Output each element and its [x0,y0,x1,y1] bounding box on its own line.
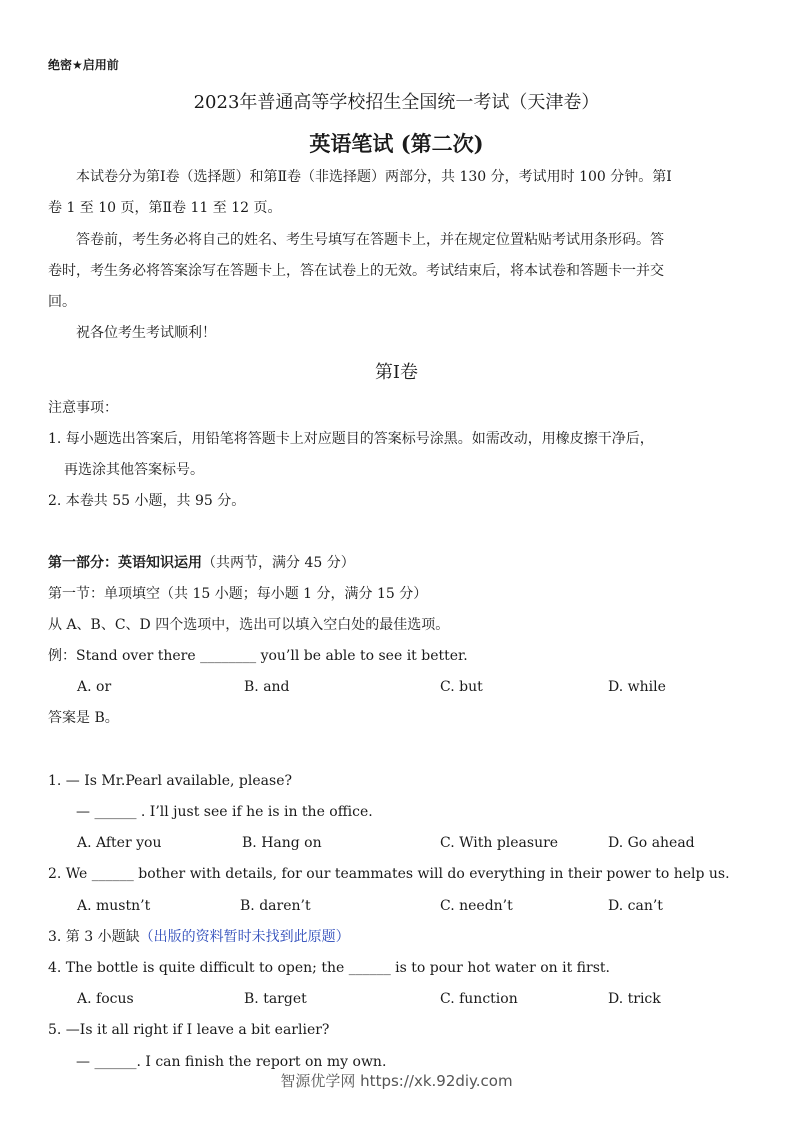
intro-paragraph-2b: 卷时，考生务必将答案涂写在答题卡上，答在试卷上的无效。考试结束后，将本试卷和答题卡一并交 [48,263,664,279]
part-1-title-rest: （共两节，满分 45 分） [202,555,355,571]
paper-title: 英语笔试 (第二次) [309,131,484,156]
q4-option-b: B. target [244,991,307,1007]
q2-option-a: A. mustn’t [77,898,151,914]
note-1a: 1. 每小题选出答案后，用铅笔将答题卡上对应题目的答案标号涂黑。如需改动，用橡皮擦干净后， [48,431,654,447]
part-1-title [48,548,355,579]
q4-option-a: A. focus [77,991,134,1007]
q2-option-c: C. needn’t [440,898,513,914]
q4-option-c: C. function [440,991,518,1007]
example-option-b: B. and [244,679,290,695]
intro-paragraph-1a: 本试卷分为第Ⅰ卷（选择题）和第Ⅱ卷（非选择题）两部分，共 130 分，考试用时 100 分钟。第Ⅰ [76,169,672,185]
notes-label: 注意事项： [48,400,118,416]
footer-watermark: 智源优学网 https://xk.92diy.com [280,1072,513,1090]
q5-line-1: 5. —Is it all right if I leave a bit earlier? [48,1022,330,1038]
example-question: 例：Stand over there ________ you’ll be able to see it better. [48,648,468,664]
q2-option-d: D. can’t [608,898,663,914]
section-1-heading: 第一节：单项填空（共 15 小题；每小题 1 分，满分 15 分） [48,586,428,602]
q1-option-d: D. Go ahead [608,835,695,851]
q2-stem: 2. We ______ bother with details, for our teammates will do everything in their power to help us. [48,866,730,882]
intro-paragraph-2c: 回。 [48,294,76,310]
example-option-d: D. while [608,679,666,695]
example-answer: 答案是 B。 [48,710,119,726]
q1-line-1: 1. — Is Mr.Pearl available, please? [48,773,292,789]
good-luck-line: 祝各位考生考试顺利！ [76,325,216,341]
intro-paragraph-1b: 卷 1 至 10 页，第Ⅱ卷 11 至 12 页。 [48,200,282,216]
note-2: 2. 本卷共 55 小题，共 95 分。 [48,493,246,509]
q3-text: 3. 第 3 小题缺 [48,929,140,945]
intro-paragraph-2a: 答卷前，考生务必将自己的姓名、考生号填写在答题卡上，并在规定位置粘贴考试用条形码。答 [76,232,664,248]
instruction: 从 A、B、C、D 四个选项中，选出可以填入空白处的最佳选项。 [48,617,450,633]
example-option-c: C. but [440,679,483,695]
part-1-title-bold: 第一部分：英语知识运用 [48,555,202,571]
q2-option-b: B. daren’t [240,898,311,914]
q1-option-c: C. With pleasure [440,835,559,851]
q4-option-d: D. trick [608,991,661,1007]
confidential-label: 绝密★启用前 [48,58,119,72]
example-option-a: A. or [77,679,112,695]
volume-1-heading: 第Ⅰ卷 [374,362,419,383]
q5-line-2: — ______. I can finish the report on my own. [76,1054,387,1070]
q4-stem: 4. The bottle is quite difficult to open; the ______ is to pour hot water on it first. [48,960,610,976]
q1-line-2: — ______ . I’ll just see if he is in the office. [76,804,373,820]
exam-title: 2023年普通高等学校招生全国统一考试（天津卷） [193,92,600,113]
q3-line [48,922,350,953]
note-1b: 再选涂其他答案标号。 [64,462,204,478]
q3-missing-note: （出版的资料暂时未找到此原题） [139,929,350,945]
q1-option-b: B. Hang on [242,835,322,851]
q1-option-a: A. After you [77,835,162,851]
